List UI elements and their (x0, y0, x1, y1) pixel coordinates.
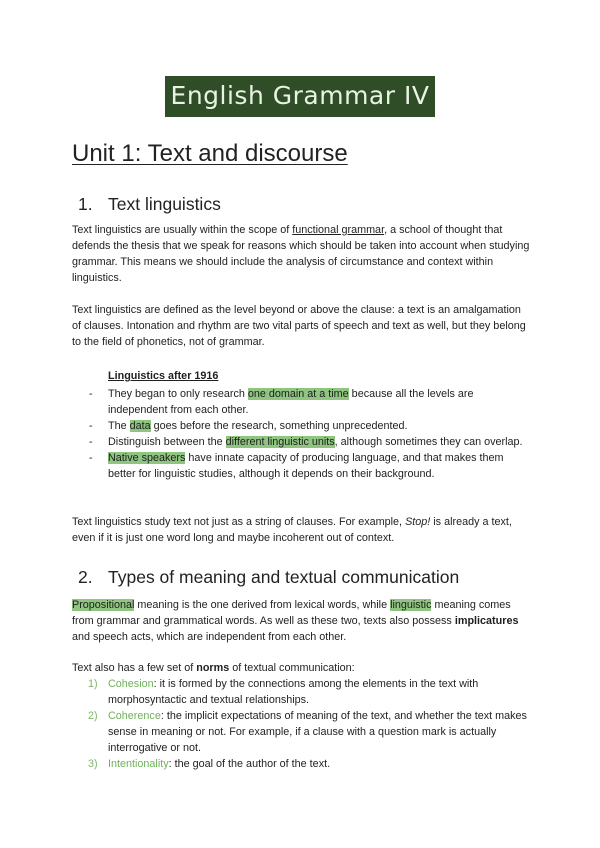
section-1-paragraph-3 (72, 514, 532, 546)
section-1-title: Text linguistics (108, 194, 221, 214)
norm-term: Intentionality (108, 758, 169, 770)
title-banner: English Grammar IV (165, 76, 436, 117)
section-1-paragraph-2: Text linguistics are defined as the level beyond or above the clause: a text is an amalgamation of clauses. Intonation and rhythm are two vital parts of speech and text as well, but they belong to the field of phonetics, not of grammar. (72, 304, 526, 348)
bullet-dash: - (89, 452, 93, 464)
highlighted-text: one domain at a time (247, 388, 349, 400)
section-1-paragraph-1 (72, 222, 532, 286)
section-1-heading (78, 194, 221, 215)
norms-list (72, 676, 532, 772)
highlighted-text: Propositional (72, 599, 135, 611)
section-1-number: 1. (78, 194, 93, 214)
title-banner-wrap (0, 76, 600, 117)
list-number: 1) (88, 678, 98, 690)
text-run: : it is formed by the connections among the elements in the text with morphosyntactic and textual relationships. (108, 678, 479, 706)
norm-term: Cohesion (108, 678, 154, 690)
bold-text: norms (196, 662, 230, 674)
text-run: goes before the research, something unprecedented. (150, 420, 408, 432)
section-2-number: 2. (78, 567, 93, 587)
linguistics-bullet-list (72, 386, 532, 482)
highlighted-text: linguistic (390, 599, 432, 611)
section-2-title: Types of meaning and textual communication (108, 567, 460, 587)
highlighted-text: data (129, 420, 151, 432)
list-number: 2) (88, 710, 98, 722)
text-run: : the implicit expectations of meaning of the text, and whether the text makes sense in meaning or not. For example, if a clause with a question mark is actually interrogative or not. (108, 710, 527, 754)
list-item (72, 450, 532, 482)
text-run: , a school of thought that defends the thesis that we speak for reasons which should be taken into account when studying grammar. This means we should include the analysis of circumstance and context within linguistics. (72, 224, 530, 284)
list-heading: Linguistics after 1916 (108, 370, 219, 382)
bullet-dash: - (89, 388, 93, 400)
text-run: Text also has a few set of (72, 662, 197, 674)
text-run: meaning is the one derived from lexical words, while (134, 599, 391, 611)
list-item (72, 708, 532, 756)
norm-term: Coherence (108, 710, 161, 722)
text-run: and speech acts, which are independent from each other. (72, 631, 347, 643)
bullet-dash: - (89, 436, 93, 448)
text-run: , although sometimes they can overlap. (334, 436, 523, 448)
text-run: is already a text, even if it is just one word long and maybe incoherent out of context. (72, 516, 512, 544)
text-run: : the goal of the author of the text. (168, 758, 331, 770)
functional-grammar-link[interactable]: functional grammar (292, 224, 385, 236)
text-run: They began to only research (108, 388, 248, 400)
bold-text: implicatures (454, 615, 519, 627)
text-run: of textual communication: (229, 662, 355, 674)
italic-text: Stop! (405, 516, 431, 528)
highlighted-text: different linguistic units (225, 436, 335, 448)
highlighted-text: Native speakers (108, 452, 186, 464)
list-item (72, 386, 532, 418)
text-run: have innate capacity of producing language, and that makes them better for linguistic studies, although it depends on their background. (108, 452, 504, 480)
unit-title: Unit 1: Text and discourse (72, 140, 348, 167)
list-item (72, 418, 532, 434)
list-item (72, 676, 532, 708)
list-number: 3) (88, 758, 98, 770)
text-run: meaning comes from grammar and grammatical words. As well as these two, texts also possess (72, 599, 511, 627)
list-item (72, 756, 532, 772)
bullet-dash: - (89, 420, 93, 432)
section-2-paragraph-1 (72, 597, 532, 645)
text-run: Text linguistics study text not just as a string of clauses. For example, (72, 516, 406, 528)
section-2-heading (78, 567, 459, 588)
text-run: because all the levels are independent from each other. (108, 388, 474, 416)
text-run: Text linguistics are usually within the scope of (72, 224, 293, 236)
list-item (72, 434, 532, 450)
norms-intro (72, 660, 532, 676)
text-run: Distinguish between the (108, 436, 226, 448)
text-run: The (108, 420, 130, 432)
